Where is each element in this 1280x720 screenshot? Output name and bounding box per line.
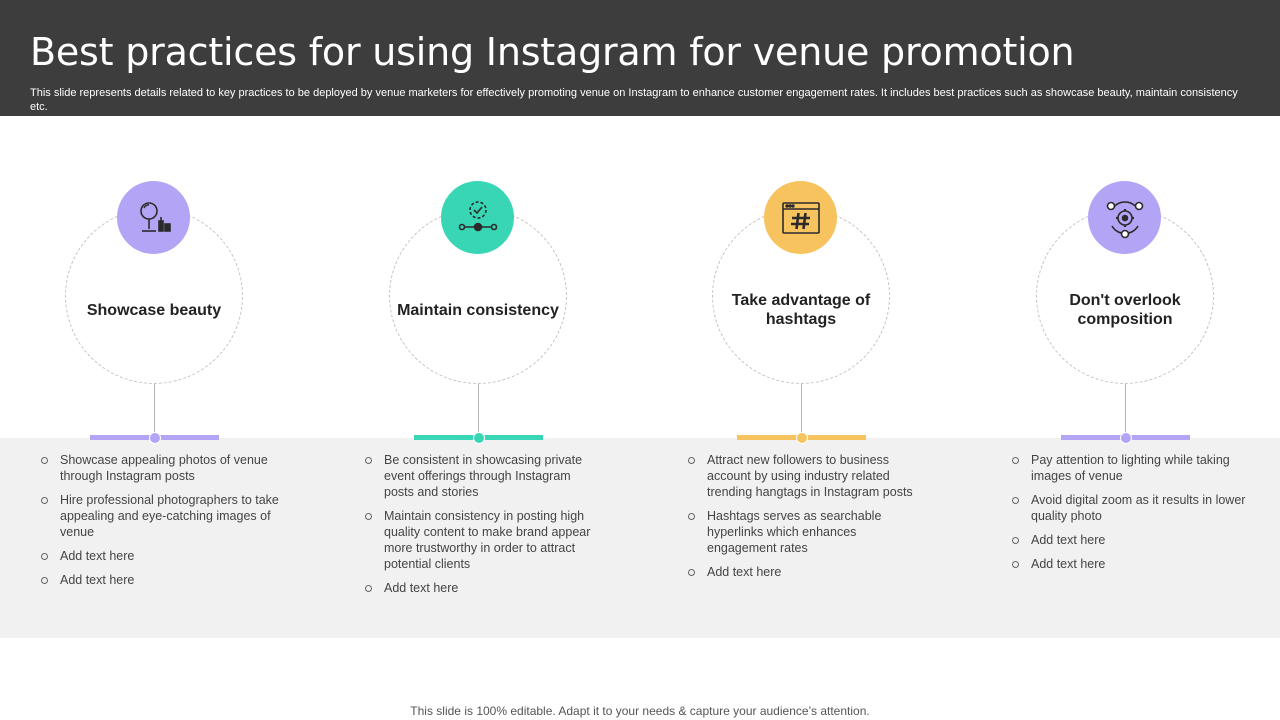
bullet-item: Add text here — [40, 572, 280, 588]
bullet-list — [1011, 452, 1251, 580]
bullet-list — [687, 452, 927, 588]
connector-dot — [796, 432, 808, 444]
bullet-item: Add text here — [364, 580, 604, 596]
card-title: Maintain consistency — [397, 301, 559, 319]
connector-dot — [149, 432, 161, 444]
footer-note: This slide is 100% editable. Adapt it to your needs & capture your audience’s attention. — [410, 704, 870, 718]
bullet-item: Attract new followers to business account by using industry related trending hangtags in Instagram posts — [687, 452, 927, 500]
card-title: Showcase beauty — [86, 301, 222, 319]
bullet-item: Hashtags serves as searchable hyperlinks which enhances engagement rates — [687, 508, 927, 556]
bullet-item: Maintain consistency in posting high quality content to make brand appear more trustworthy in order to attract potential clients — [364, 508, 604, 572]
bullet-item: Add text here — [687, 564, 927, 580]
icon-badge — [764, 181, 837, 254]
connector-line — [801, 384, 802, 438]
bullet-item: Pay attention to lighting while taking images of venue — [1011, 452, 1251, 484]
practice-card-hashtags — [647, 0, 970, 720]
bullet-list — [364, 452, 604, 604]
bullet-item: Add text here — [1011, 532, 1251, 548]
practice-card-maintain-consistency — [324, 0, 647, 720]
card-title: Take advantage of hashtags — [731, 292, 871, 328]
bullet-item: Hire professional photographers to take appealing and eye-catching images of venue — [40, 492, 280, 540]
icon-badge — [1088, 181, 1161, 254]
check-timeline-icon — [456, 196, 500, 240]
connector-dot — [1120, 432, 1132, 444]
bullet-item: Add text here — [40, 548, 280, 564]
gear-network-icon — [1103, 196, 1147, 240]
connector-dot — [473, 432, 485, 444]
icon-badge — [441, 181, 514, 254]
bullet-item: Showcase appealing photos of venue through Instagram posts — [40, 452, 280, 484]
page-title: Best practices for using Instagram for venue promotion — [30, 30, 1075, 74]
connector-line — [1125, 384, 1126, 438]
hashtag-browser-icon — [779, 196, 823, 240]
bullet-item: Add text here — [1011, 556, 1251, 572]
practice-card-composition — [971, 0, 1280, 720]
icon-badge — [117, 181, 190, 254]
page-subtitle: This slide represents details related to key practices to be deployed by venue marketers for effectively promoting venue on Instagram to enhance customer engagement rates. It includes best practices such as showcase beauty, maintain consistency etc. — [30, 87, 1238, 113]
practice-card-showcase-beauty — [0, 0, 323, 720]
connector-line — [478, 384, 479, 438]
bullet-item: Avoid digital zoom as it results in lower quality photo — [1011, 492, 1251, 524]
mirror-makeup-icon — [132, 196, 176, 240]
bullet-item: Be consistent in showcasing private event offerings through Instagram posts and stories — [364, 452, 604, 500]
card-title: Don't overlook composition — [1069, 292, 1181, 328]
bullet-list — [40, 452, 280, 596]
connector-line — [154, 384, 155, 438]
